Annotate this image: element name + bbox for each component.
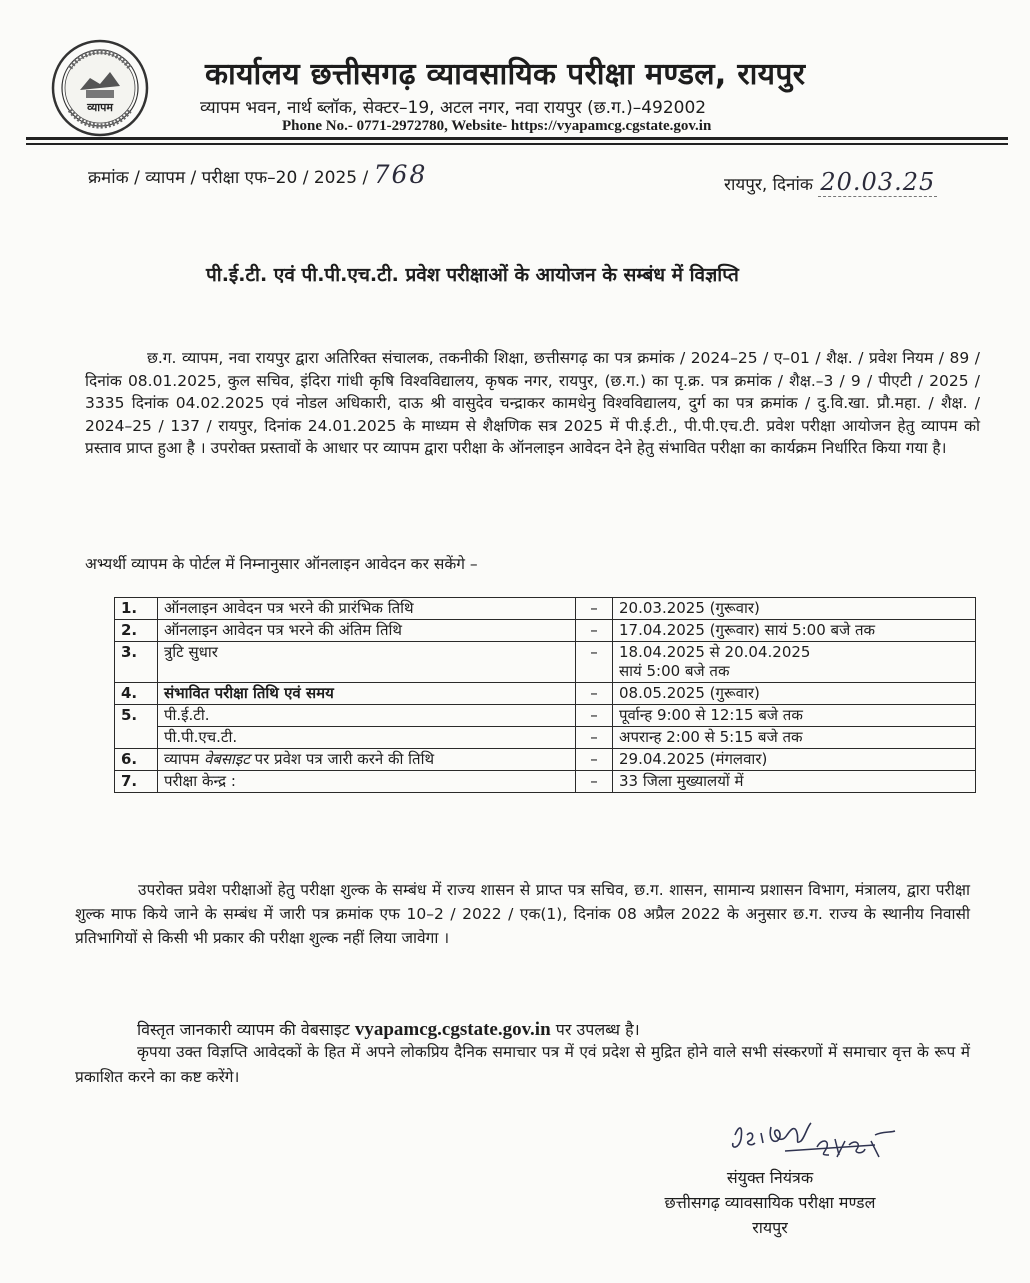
paragraph-fee-waiver: उपरोक्त प्रवेश परीक्षाओं हेतु परीक्षा शुल्क के सम्बंध में राज्य शासन से प्राप्त पत्र सचिव, छ.ग. शासन, सामान्य प्रशासन विभाग, मंत्रालय, द्वारा परीक्षा शुल्क माफ किये जाने के सम्बंध में जारी पत्र क्रमांक एफ 10–2 / 2022 / एक(1), दिनांक 08 अप्रैल 2022 के अनुसार छ.ग. राज्य के स्थानीय निवासी प्रतिभागियों से किसी भी प्रकार की परीक्षा शुल्क नहीं लिया जावेगा । (75, 881, 970, 947)
row-item-post: पर प्रवेश पत्र जारी करने की तिथि (249, 750, 435, 768)
row-dash: – (576, 705, 613, 727)
row-value: 17.04.2025 (गुरूवार) सायं 5:00 बजे तक (613, 620, 976, 642)
row-number: 3. (115, 642, 158, 683)
row-value: अपरान्ह 2:00 से 5:15 बजे तक (613, 727, 976, 749)
paragraph-publish-request: कृपया उक्त विज्ञप्ति आवेदकों के हित में अपने लोकप्रिय दैनिक समाचार पत्र में एवं प्रदेश से मुद्रित होने वाले सभी संस्करणों में समाचार वृत्त के रूप में प्रकाशित करने का कष्ट करेंगे। (75, 1043, 970, 1086)
office-title: कार्यालय छत्तीसगढ़ व्यावसायिक परीक्षा मण्डल, रायपुर (205, 57, 806, 92)
row-dash: – (576, 598, 613, 620)
row-dash: – (576, 620, 613, 642)
row-item-pre: व्यापम (164, 750, 204, 768)
handwritten-signature (725, 1105, 905, 1165)
header-rule-thin (26, 143, 1008, 145)
row-value-line1: 18.04.2025 से 20.04.2025 (619, 643, 811, 661)
row-dash: – (576, 642, 613, 683)
place-date-label: रायपुर, दिनांक (724, 175, 813, 195)
vyapam-seal-logo (50, 38, 150, 138)
row-value (613, 642, 976, 683)
paragraph-website-info (137, 1018, 640, 1041)
row-value: 08.05.2025 (गुरूवार) (613, 683, 976, 705)
signatory-designation: संयुक्त नियंत्रक (726, 1168, 814, 1187)
row-number: 2. (115, 620, 158, 642)
reference-prefix: क्रमांक / व्यापम / परीक्षा एफ–20 / 2025 / (88, 168, 369, 188)
table-row (115, 749, 976, 771)
signatory-city: रायपुर (752, 1218, 788, 1237)
paragraph-proposal: छ.ग. व्यापम, नवा रायपुर द्वारा अतिरिक्त संचालक, तकनीकी शिक्षा, छत्तीसगढ़ का पत्र क्रमांक / 2024–25 / ए–01 / शैक्ष. / प्रवेश नियम / 89 / दिनांक 08.01.2025, कुल सचिव, इंदिरा गांधी कृषि विश्वविद्यालय, कृषक नगर, रायपुर, (छ.ग.) का पृ.क्र. पत्र क्रमांक / शैक्ष.–3 / 9 / पीएटी / 2025 / 3335 दिनांक 04.02.2025 एवं नोडल अधिकारी, दाऊ श्री वासुदेव चन्द्राकर कामधेनु विश्वविद्यालय, दुर्ग का पत्र क्रमांक / दु.वि.खा. प्रौ.महा. / शैक्ष. / 2024–25 / 137 / रायपुर, दिनांक 24.01.2025 के माध्यम से शैक्षणिक सत्र 2025 में पी.ई.टी., पी.पी.एच.टी. प्रवेश परीक्षा आयोजन हेतु व्यापम को प्रस्ताव प्राप्त हुआ है । उपरोक्त प्रस्तावों के आधार पर व्यापम द्वारा परीक्षा के ऑनलाइन आवेदन देने हेतु संभावित परीक्षा का कार्यक्रम निर्धारित किया गया है। (85, 349, 980, 457)
row-item: परीक्षा केन्द्र : (158, 771, 576, 793)
row-number: 7. (115, 771, 158, 793)
signature-block (625, 1165, 915, 1240)
row-dash: – (576, 749, 613, 771)
table-row (115, 727, 976, 749)
table-row (115, 598, 976, 620)
row-item-website: वेबसाइट (203, 750, 250, 768)
row-value: 20.03.2025 (गुरूवार) (613, 598, 976, 620)
date-handwritten: 20.03.25 (820, 168, 936, 196)
row-item: ऑनलाइन आवेदन पत्र भरने की प्रारंभिक तिथि (158, 598, 576, 620)
row-value: 33 जिला मुख्यालयों में (613, 771, 976, 793)
row-number: 5. (115, 705, 158, 749)
table-row (115, 642, 976, 683)
row-item (158, 749, 576, 771)
table-row (115, 620, 976, 642)
row-item: संभावित परीक्षा तिथि एवं समय (158, 683, 576, 705)
signatory-office: छत्तीसगढ़ व्यावसायिक परीक्षा मण्डल (664, 1193, 876, 1212)
row-item: ऑनलाइन आवेदन पत्र भरने की अंतिम तिथि (158, 620, 576, 642)
seal-text: व्यापम (87, 101, 113, 114)
row-dash: – (576, 683, 613, 705)
table-row (115, 683, 976, 705)
website-info-post: पर उपलब्ध है। (550, 1020, 640, 1039)
reference-number-line (88, 160, 427, 189)
row-value-line2: सायं 5:00 बजे तक (619, 662, 730, 680)
row-number: 6. (115, 749, 158, 771)
notice-subject: पी.ई.टी. एवं पी.पी.एच.टी. प्रवेश परीक्षाओं के आयोजन के सम्बंध में विज्ञप्ति (206, 264, 739, 286)
row-dash: – (576, 727, 613, 749)
table-row (115, 705, 976, 727)
row-item: त्रुटि सुधार (158, 642, 576, 683)
row-value: पूर्वान्ह 9:00 से 12:15 बजे तक (613, 705, 976, 727)
place-date-line (724, 168, 937, 196)
website-info-pre: विस्तृत जानकारी व्यापम की वेबसाइट (137, 1020, 355, 1039)
row-value: 29.04.2025 (मंगलवार) (613, 749, 976, 771)
reference-number-handwritten: 768 (373, 160, 428, 189)
row-item: पी.पी.एच.टी. (158, 727, 576, 749)
office-contact: Phone No.- 0771-2972780, Website- https://vyapamcg.cgstate.gov.in (282, 118, 712, 134)
header-rule-thick (26, 137, 1008, 140)
website-link[interactable]: vyapamcg.cgstate.gov.in (354, 1019, 551, 1040)
row-number: 1. (115, 598, 158, 620)
row-item: पी.ई.टी. (158, 705, 576, 727)
row-dash: – (576, 771, 613, 793)
office-address: व्यापम भवन, नार्थ ब्लॉक, सेक्टर–19, अटल नगर, नवा रायपुर (छ.ग.)–492002 (200, 98, 707, 118)
schedule-table (114, 597, 976, 793)
row-number: 4. (115, 683, 158, 705)
table-row (115, 771, 976, 793)
paragraph-proposal-closing: अभ्यर्थी व्यापम के पोर्टल में निम्नानुसार ऑनलाइन आवेदन कर सकेंगे – (85, 555, 478, 573)
